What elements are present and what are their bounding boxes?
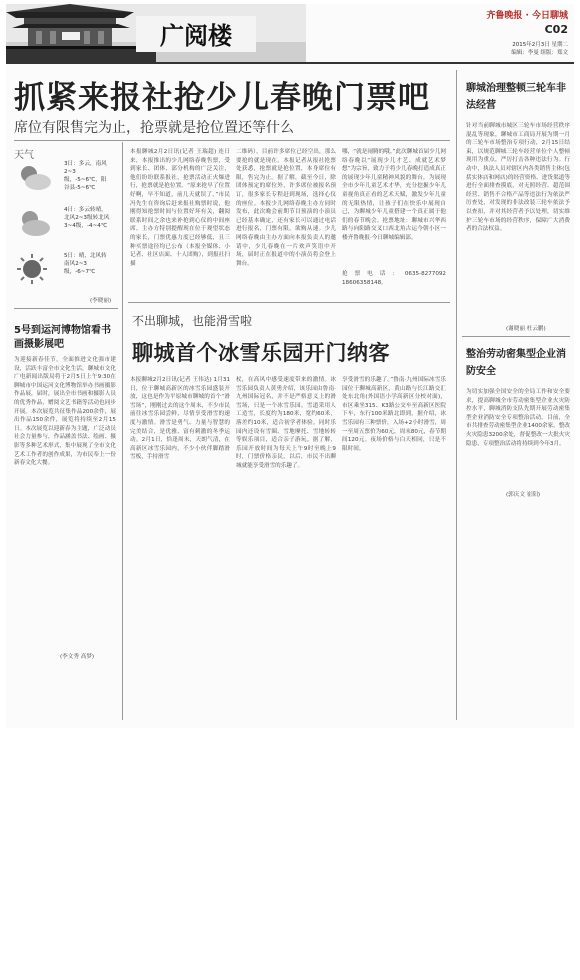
lead-body-col1: 本报聊城2月2日讯(记者 王瑞超) 连日来，本报推出的少儿网络春晚售票，受到家长、团体、部分机构的广泛关注，他们纷纷联系报社，抢票活动正火爆进行，抢票就是抢位置。“原来抢早了位置好啊，早不知道，前几天就误了，”市民冯先生在咨询后赶来报社购票时说，他刚得知抢票时间与位置好坏有关，翻阅联系时间之余也来补抢到心仪的中间座席。主办方特别提醒现在位于观望状态的家长，门票优惠力度已经够低，且三种买票途径均已公布（本报全媒体、小记者、社区店面、十人团购），到报社扫描 [130, 149, 230, 267]
sun-icon [14, 252, 54, 286]
lead-body-col2: 二维码），目前许多席位已经空出，那么要抢的就是现在。本报记者从报社抢票处获悉，抢票就是抢位置，本身席位有限，售完为止。据了解，截至今日，除团体预定的席位外，许多席位被报名预订，很多家长专程赶到现场，选择心仪的座位。本报少儿网络春晚主办方同时发布，此次晚会前期节目预演的小演员已经基本确定，还有家长可以通过电话进行报名，门票有限，欲购从速。少儿网络春晚由主办方面向本报负责人的邀请中，少儿春晚在一片欢声笑语中开场，届时正在报道中的小演员将会登上舞台。 [236, 149, 336, 267]
right-bottom-headline: 整治劳动密集型企业消防安全 [466, 349, 566, 377]
feature-body-col3: 享受滑雪的乐趣了。”鲁南·九州国际冰雪乐园位于聊城高新区，黄山路与长江路交汇处东北角(外国语小学高新区分校对面)，市区乘坐315、K3路公交车至高新区医院下车，东行100米路北即到。据介绍，冰雪乐园有三种票价，入场+2小时滑雪，周一至周五票价为60元，周末80元，春节期间120元。夜场价格与白天相同，只是不限时间。 [342, 377, 446, 452]
weather-day-3-text: 5日：晴，北风转南风2~3级，-6~7℃ [64, 253, 107, 275]
lead-body-col3: 哪，“就是闹腾的哦。”此次聊城首届少儿网络春晚以“展现少儿才艺、成就艺术梦想”为宗旨，致力于将少儿春晚打造成真正的展现少年儿童精神风貌的舞台，为展现全市少年儿童艺术才华，充分挖掘少年儿童视角真正看的艺术天赋，激发少年儿童的无限热情，让孩子们在快乐中展现自己，为聊城少年儿童搭建一个真正属于他们的春节晚会。抢票地址：聊城市兴华西路与向阳路交叉口西北角古运今朝小区一楼齐鲁晚报·今日聊城编辑部。 [342, 149, 446, 241]
headline-divider [14, 140, 450, 141]
right-divider [462, 336, 570, 337]
weather-credit: (李晓丽) [90, 298, 112, 304]
weather-day-1 [14, 160, 106, 200]
left-story-body: 为迎接新春佳节，全面推进文化强市建设，活跃丰富全市文化生活，聊城市文化广电新闻出版局将于2月5日上午9:30在聊城市中国运河文化博物馆举办书画摄影作品展，届时，展出全市书画和摄影人员的优秀作品，赠阅文艺书籍等活动也同步开展。本次展览共征集作品200余件，展出作品150余件，展览将持续至2月15日。本次展览以迎新春为主题，广泛动员社会力量参与，作品涵盖书法、绘画、摄影等多种艺术形式，集中展现了全市文化艺术工作者的创作成果，为市民奉上一份新春文化大餐。 [14, 357, 116, 467]
left-column-divider [122, 142, 123, 720]
issue-date: 2015年2月3日 星期二 [512, 42, 568, 48]
editors-line: 编辑：李曼 组版：郑文 [511, 50, 568, 56]
feature-body-col1: 本报聊城2月2日讯(记者 王伟达) 1月31日，位于聊城高新区的冰雪乐园盛装开放，这也是作为平原城市聊城的首个“滑雪场”，刚刚过去的这个周末，不少市民前往冰雪乐园尝鲜，尽情享受滑雪的速度与激情。滑雪是勇气、力量与智慧的完美结合，是优雅、富有刺激的冬季运动。2月1日，恰逢周末，天朗气清，在高新区冰雪乐园内，不少小伙伴脚踏滑雪板，手持滑雪 [130, 377, 230, 461]
weather-day-3 [14, 252, 106, 292]
masthead [6, 4, 574, 62]
feature-body-col2: 杖，在高风中感受速度带来的激情。冰雪乐园负责人黄勇介绍，该乐园由鲁南·九州国际冠名，并不是严格意义上的滑雪场，只是一个冰雪乐园。雪道采用人工造雪，长度约为180米，宽约60米，落差约10米，适合初学者体验。同时乐园内还设有雪圈、雪地摩托、雪地转转等娱乐项目，适合亲子游玩。据了解，乐园开放时间为每天上午9时至晚上9时，门票价格亲民，以后，市民不出聊城就能享受滑雪的乐趣了。 [236, 377, 336, 469]
page-code: C02 [544, 23, 568, 36]
pavilion-banner-art [6, 4, 306, 62]
lead-subhead: 席位有限售完为止，抢票就是抢位置还等什么 [14, 120, 294, 136]
right-bottom-body: 为切实加强全国安全的全局工作和安全要求，提高聊城全市劳动密集型企业火灾防控水平，聊城消防支队先期开展劳动密集型企业消防安全专项整治活动。目前，全市共排查劳动密集型企业1400余家，整改火灾隐患3200余处，督促整改一大批火灾隐患，专项整治活动将持续到今年3月。 [466, 389, 570, 447]
brand-name: 齐鲁晚报 · 今日聊城 [486, 11, 568, 21]
column-title: 广阅楼 [160, 21, 232, 50]
weather-day-2-text: 4日：多云转晴，北风2~3级转北风3~4级，-4~4℃ [64, 207, 110, 229]
feature-divider [128, 302, 450, 303]
left-story-headline: 5号到运河博物馆看书画摄影展吧 [14, 325, 111, 350]
feature-headline: 聊城首个冰雪乐园开门纳客 [132, 340, 390, 365]
weather-divider [14, 308, 118, 309]
sun-cloud-icon [14, 160, 54, 194]
right-top-headline: 聊城治理整顿三轮车非法经营 [466, 83, 566, 111]
weather-title: 天气 [14, 150, 34, 161]
lead-headline: 抓紧来报社抢少儿春晚门票吧 [14, 80, 430, 116]
cloud-sun-icon [14, 206, 54, 240]
weather-day-2 [14, 206, 110, 246]
weather-day-1-text: 3日：多云，南风2~3级，-5~6℃，阳谷县-5~6℃ [64, 161, 107, 191]
right-top-credit: (谢晓丽 杜云鹏) [506, 326, 546, 332]
right-bottom-credit: (郭庆文 崔阳) [506, 492, 541, 498]
right-column-divider [456, 70, 457, 720]
lead-contact: 抢票电话：0635-8277092 18606358148。 [342, 271, 446, 286]
left-story-credit: (李文秀 高梦) [60, 654, 95, 660]
masthead-divider [6, 62, 574, 64]
feature-kicker: 不出聊城，也能滑雪啦 [132, 314, 253, 328]
masthead-brand-block [486, 8, 568, 36]
right-top-body: 针对当前聊城市城区三轮车市场经营秩序混乱等现象，聊城市工商局开展为期一月的三轮车市场整治专项行动，2月15日结束，以规范聊城三轮车经营单位个人整顿现用为重点，严厉打击各种违法行为。行动中，执法人员对辖区内各类销售主体(包括实体店和网店)的经营资格、进货渠道等进行全面排查摸底，对无照经营、超范围经营、销售不合格产品等违法行为依法严厉查处，对发现的非法改装三轮车依法予以查扣，并对其经营者予以处理，切实维护三轮车市场的经营秩序，保障广大消费者的合法权益。 [466, 123, 570, 233]
masthead-meta [511, 41, 568, 57]
